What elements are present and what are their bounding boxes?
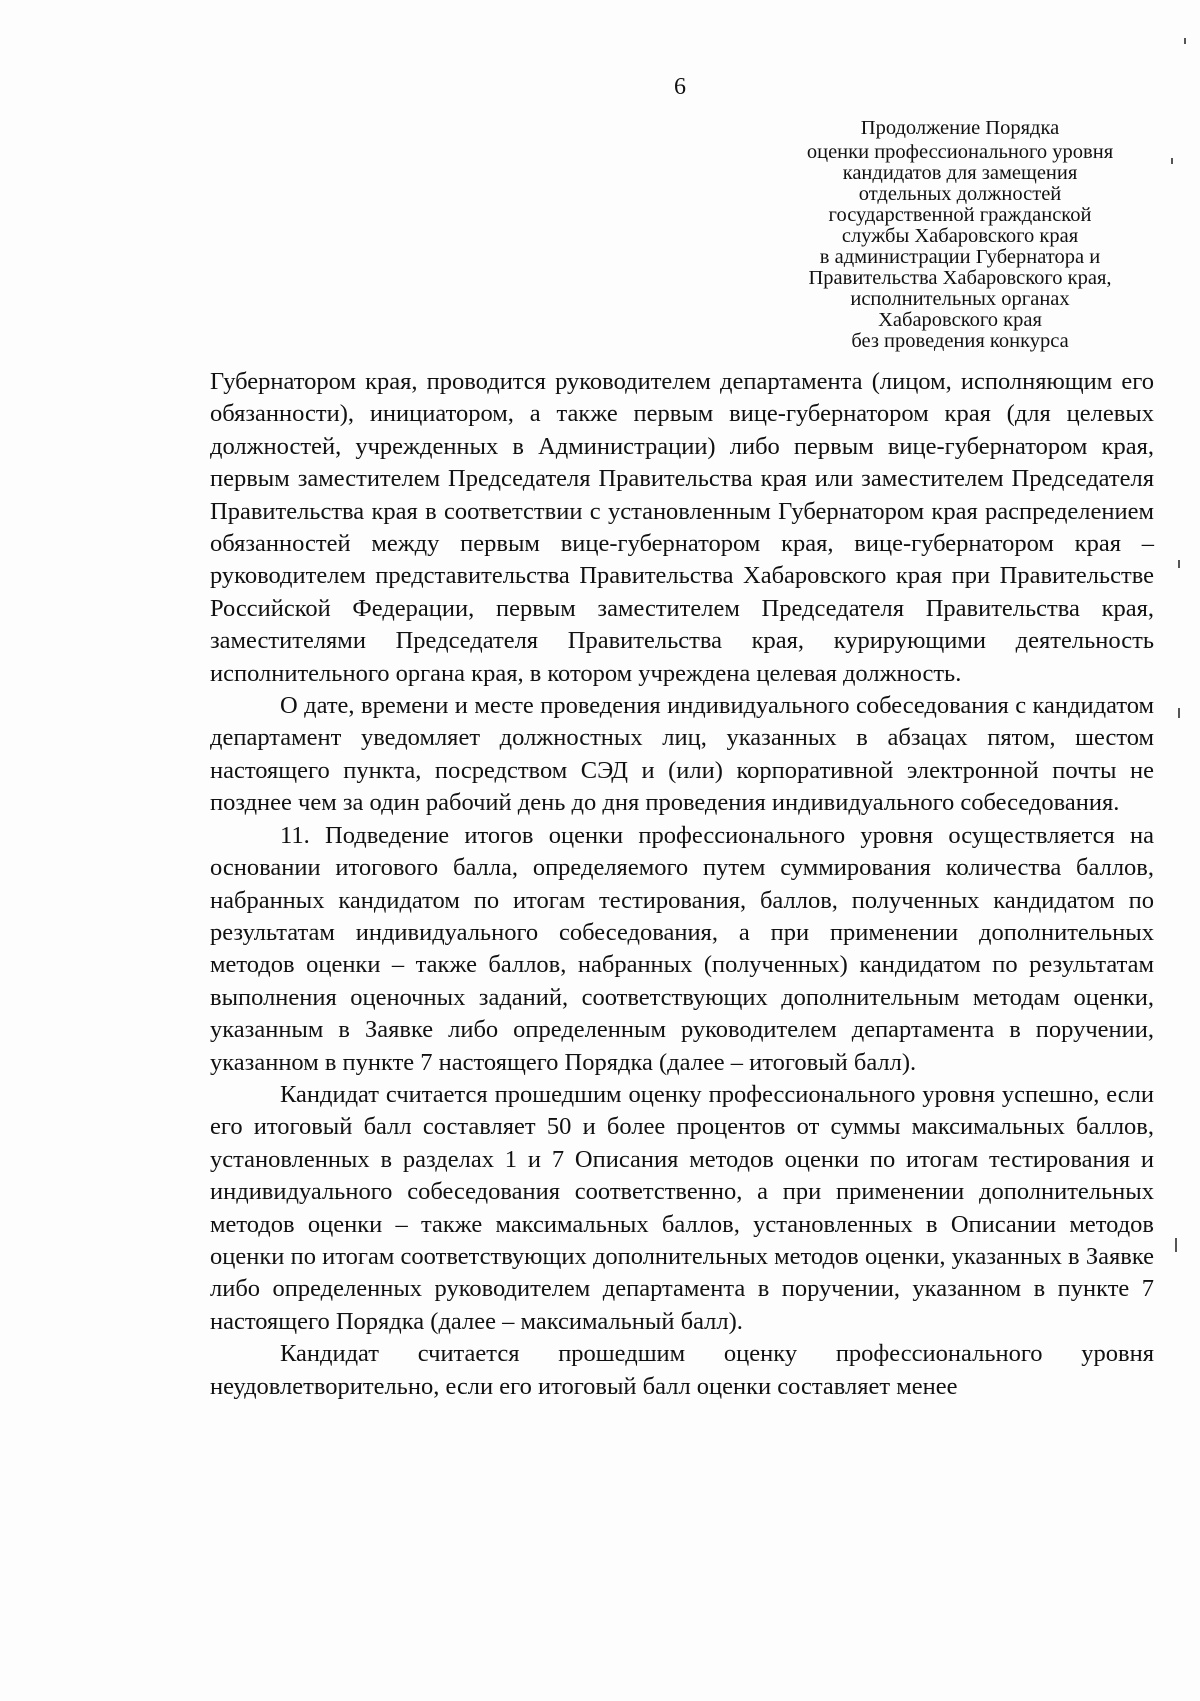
header-line: государственной гражданской (828, 204, 1092, 226)
document-body (210, 366, 1154, 1403)
header-line: исполнительных органах (850, 288, 1070, 310)
header-line: кандидатов для замещения (842, 162, 1078, 184)
body-paragraph: Кандидат считается прошедшим оценку профессионального уровня успешно, если его итоговый балл составляет 50 и более процентов от суммы максимальных баллов, установленных в разделах 1 и 7 Описания методов оценки по итогам тестирования и индивидуального собеседования соответственно, а при применении дополнительных методов оценки – также максимальных баллов, установленных в Описании методов оценки по итогам соответствующих дополнительных методов оценки, указанных в Заявке либо определенных руководителем департамента в поручении, указанном в пункте 7 настоящего Порядка (далее – максимальный балл). (210, 1080, 1154, 1335)
page-number: 6 (674, 74, 686, 100)
body-paragraph: 11. Подведение итогов оценки профессионального уровня осуществляется на основании итогового балла, определяемого путем суммирования количества баллов, набранных кандидатом по итогам тестирования, баллов, полученных кандидатом по результатам индивидуального собеседования, а при применении дополнительных методов оценки – также баллов, набранных (полученных) кандидатом по результатам выполнения оценочных заданий, соответствующих дополнительным методам оценки, указанным в Заявке либо определенным руководителем департамента в поручении, указанном в пункте 7 настоящего Порядка (далее – итоговый балл). (210, 821, 1154, 1076)
scan-margin-mark (1175, 1238, 1177, 1252)
scan-margin-mark (1171, 158, 1173, 164)
header-line: Хабаровского края (878, 309, 1042, 331)
header-line: оценки профессионального уровня (806, 141, 1114, 163)
appendix-header (770, 118, 1150, 352)
scan-margin-mark (1178, 560, 1180, 568)
body-paragraph: О дате, времени и месте проведения индивидуального собеседования с кандидатом департамент уведомляет должностных лиц, указанных в абзацах пятом, шестом настоящего пункта, посредством СЭД и (или) корпоративной электронной почты не позднее чем за один рабочий день до дня проведения индивидуального собеседования. (210, 692, 1154, 817)
header-line: отдельных должностей (858, 183, 1062, 205)
header-line: в администрации Губернатора и (819, 246, 1101, 268)
body-paragraph: Кандидат считается прошедшим оценку профессионального уровня неудовлетворительно, если его итоговый балл оценки составляет менее (210, 1340, 1154, 1400)
header-line: Правительства Хабаровского края, (808, 267, 1112, 289)
body-paragraph: Губернатором края, проводится руководителем департамента (лицом, исполняющим его обязанности), инициатором, а также первым вице-губернатором края (для целевых должностей, учрежденных в Администрации) либо первым вице-губернатором края, первым заместителем Председателя Правительства края или заместителем Председателя Правительства края в соответствии с установленным Губернатором края распределением обязанностей между первым вице-губернатором края, вице-губернатором края – руководителем представительства Правительства Хабаровского края при Правительстве Российской Федерации, первым заместителем Председателя Правительства края, заместителями Председателя Правительства края, курирующими деятельность исполнительного органа края, в котором учреждена целевая должность. (210, 368, 1154, 687)
header-line: Продолжение Порядка (860, 117, 1060, 139)
header-line: службы Хабаровского края (841, 225, 1079, 247)
scan-margin-mark (1178, 708, 1180, 718)
scan-margin-mark (1184, 38, 1186, 44)
header-line: без проведения конкурса (851, 330, 1069, 352)
